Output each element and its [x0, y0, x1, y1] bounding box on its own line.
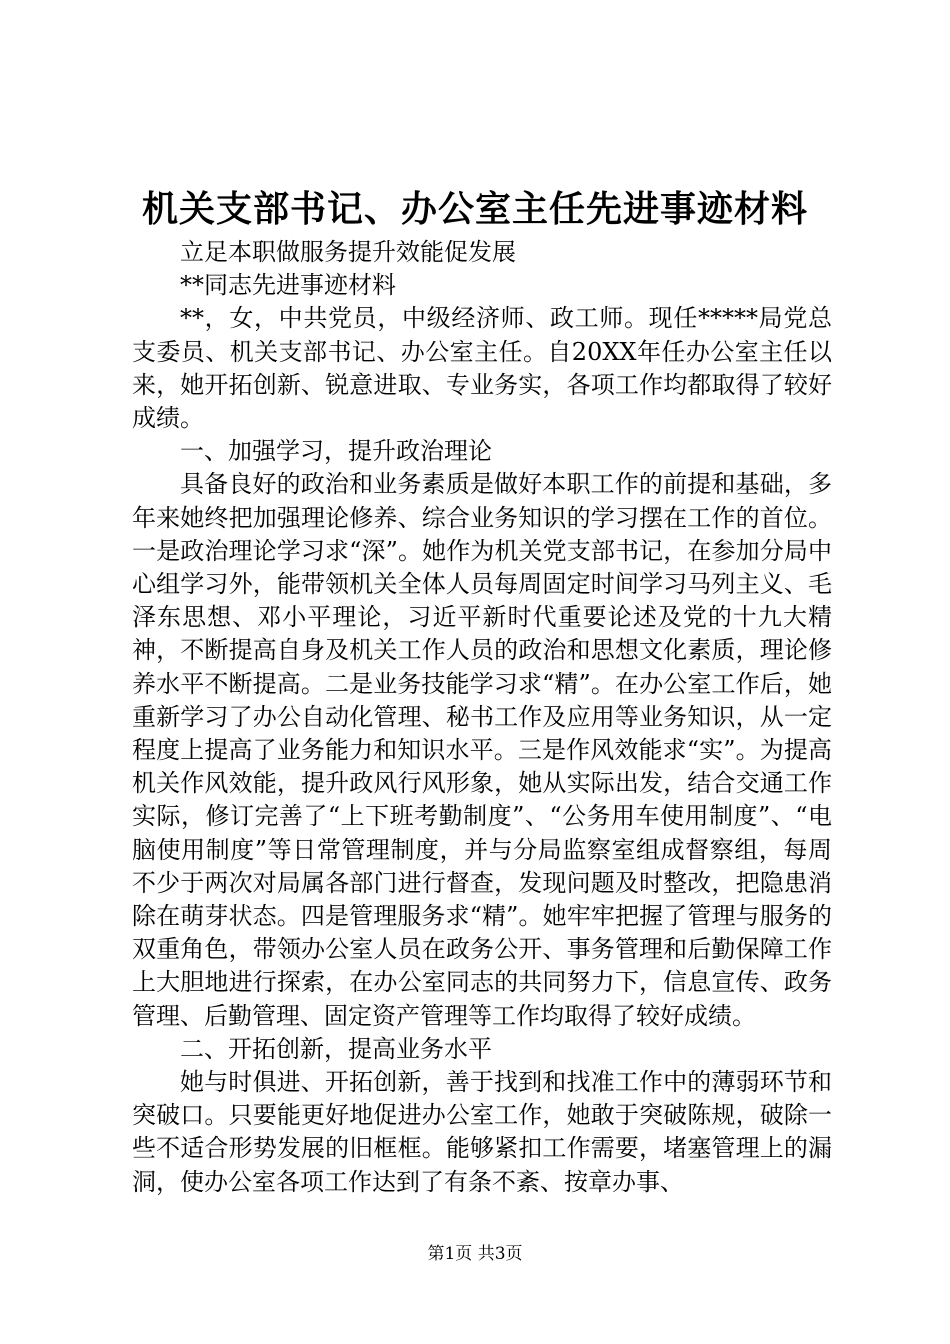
document-body [132, 236, 832, 1199]
intro-paragraph: **，女，中共党员，中级经济师、政工师。现任*****局党总支委员、机关支部书记、办公室主任。自20XX年任办公室主任以来，她开拓创新、锐意进取、专业务实，各项工作均都取得了较好成绩。 [132, 304, 832, 433]
section-heading-2: 二、开拓创新，提高业务水平 [180, 1034, 492, 1063]
section-2-paragraph: 她与时俱进、开拓创新，善于找到和找准工作中的薄弱环节和突破口。只要能更好地促进办公室工作，她敢于突破陈规，破除一些不适合形势发展的旧框框。能够紧扣工作需要，堵塞管理上的漏洞，使办公室各项工作达到了有条不紊、按章办事、 [132, 1068, 832, 1196]
section-heading-1: 一、加强学习，提升政治理论 [180, 437, 492, 466]
subtitle-paragraph: 立足本职做服务提升效能促发展 [180, 238, 516, 266]
section-1-paragraph: 具备良好的政治和业务素质是做好本职工作的前提和基础，多年来她终把加强理论修养、综合业务知识的学习摆在工作的首位。一是政治理论学习求“深”。她作为机关党支部书记，在参加分局中心组学习外，能带领机关全体人员每周固定时间学习马列主义、毛泽东思想、邓小平理论，习近平新时代重要论述及党的十九大精神，不断提高自身及机关工作人员的政治和思想文化素质，理论修养水平不断提高。二是业务技能学习求“精”。在办公室工作后，她重新学习了办公自动化管理、秘书工作及应用等业务知识，从一定程度上提高了业务能力和知识水平。三是作风效能求“实”。为提高机关作风效能，提升政风行风形象，她从实际出发，结合交通工作实际，修订完善了“上下班考勤制度”、“公务用车使用制度”、“电脑使用制度”等日常管理制度，并与分局监察室组成督察组，每周不少于两次对局属各部门进行督查，发现问题及时整改，把隐患消除在萌芽状态。四是管理服务求“精”。她牢牢把握了管理与服务的双重角色，带领办公室人员在政务公开、事务管理和后勤保障工作上大胆地进行探索，在办公室同志的共同努力下，信息宣传、政务管理、后勤管理、固定资产管理等工作均取得了较好成绩。 [132, 470, 832, 1030]
page-footer: 第1页 共3页 [427, 1244, 523, 1264]
subject-paragraph: **同志先进事迹材料 [180, 271, 396, 300]
page-title: 机关支部书记、办公室主任先进事迹材料 [141, 188, 808, 230]
